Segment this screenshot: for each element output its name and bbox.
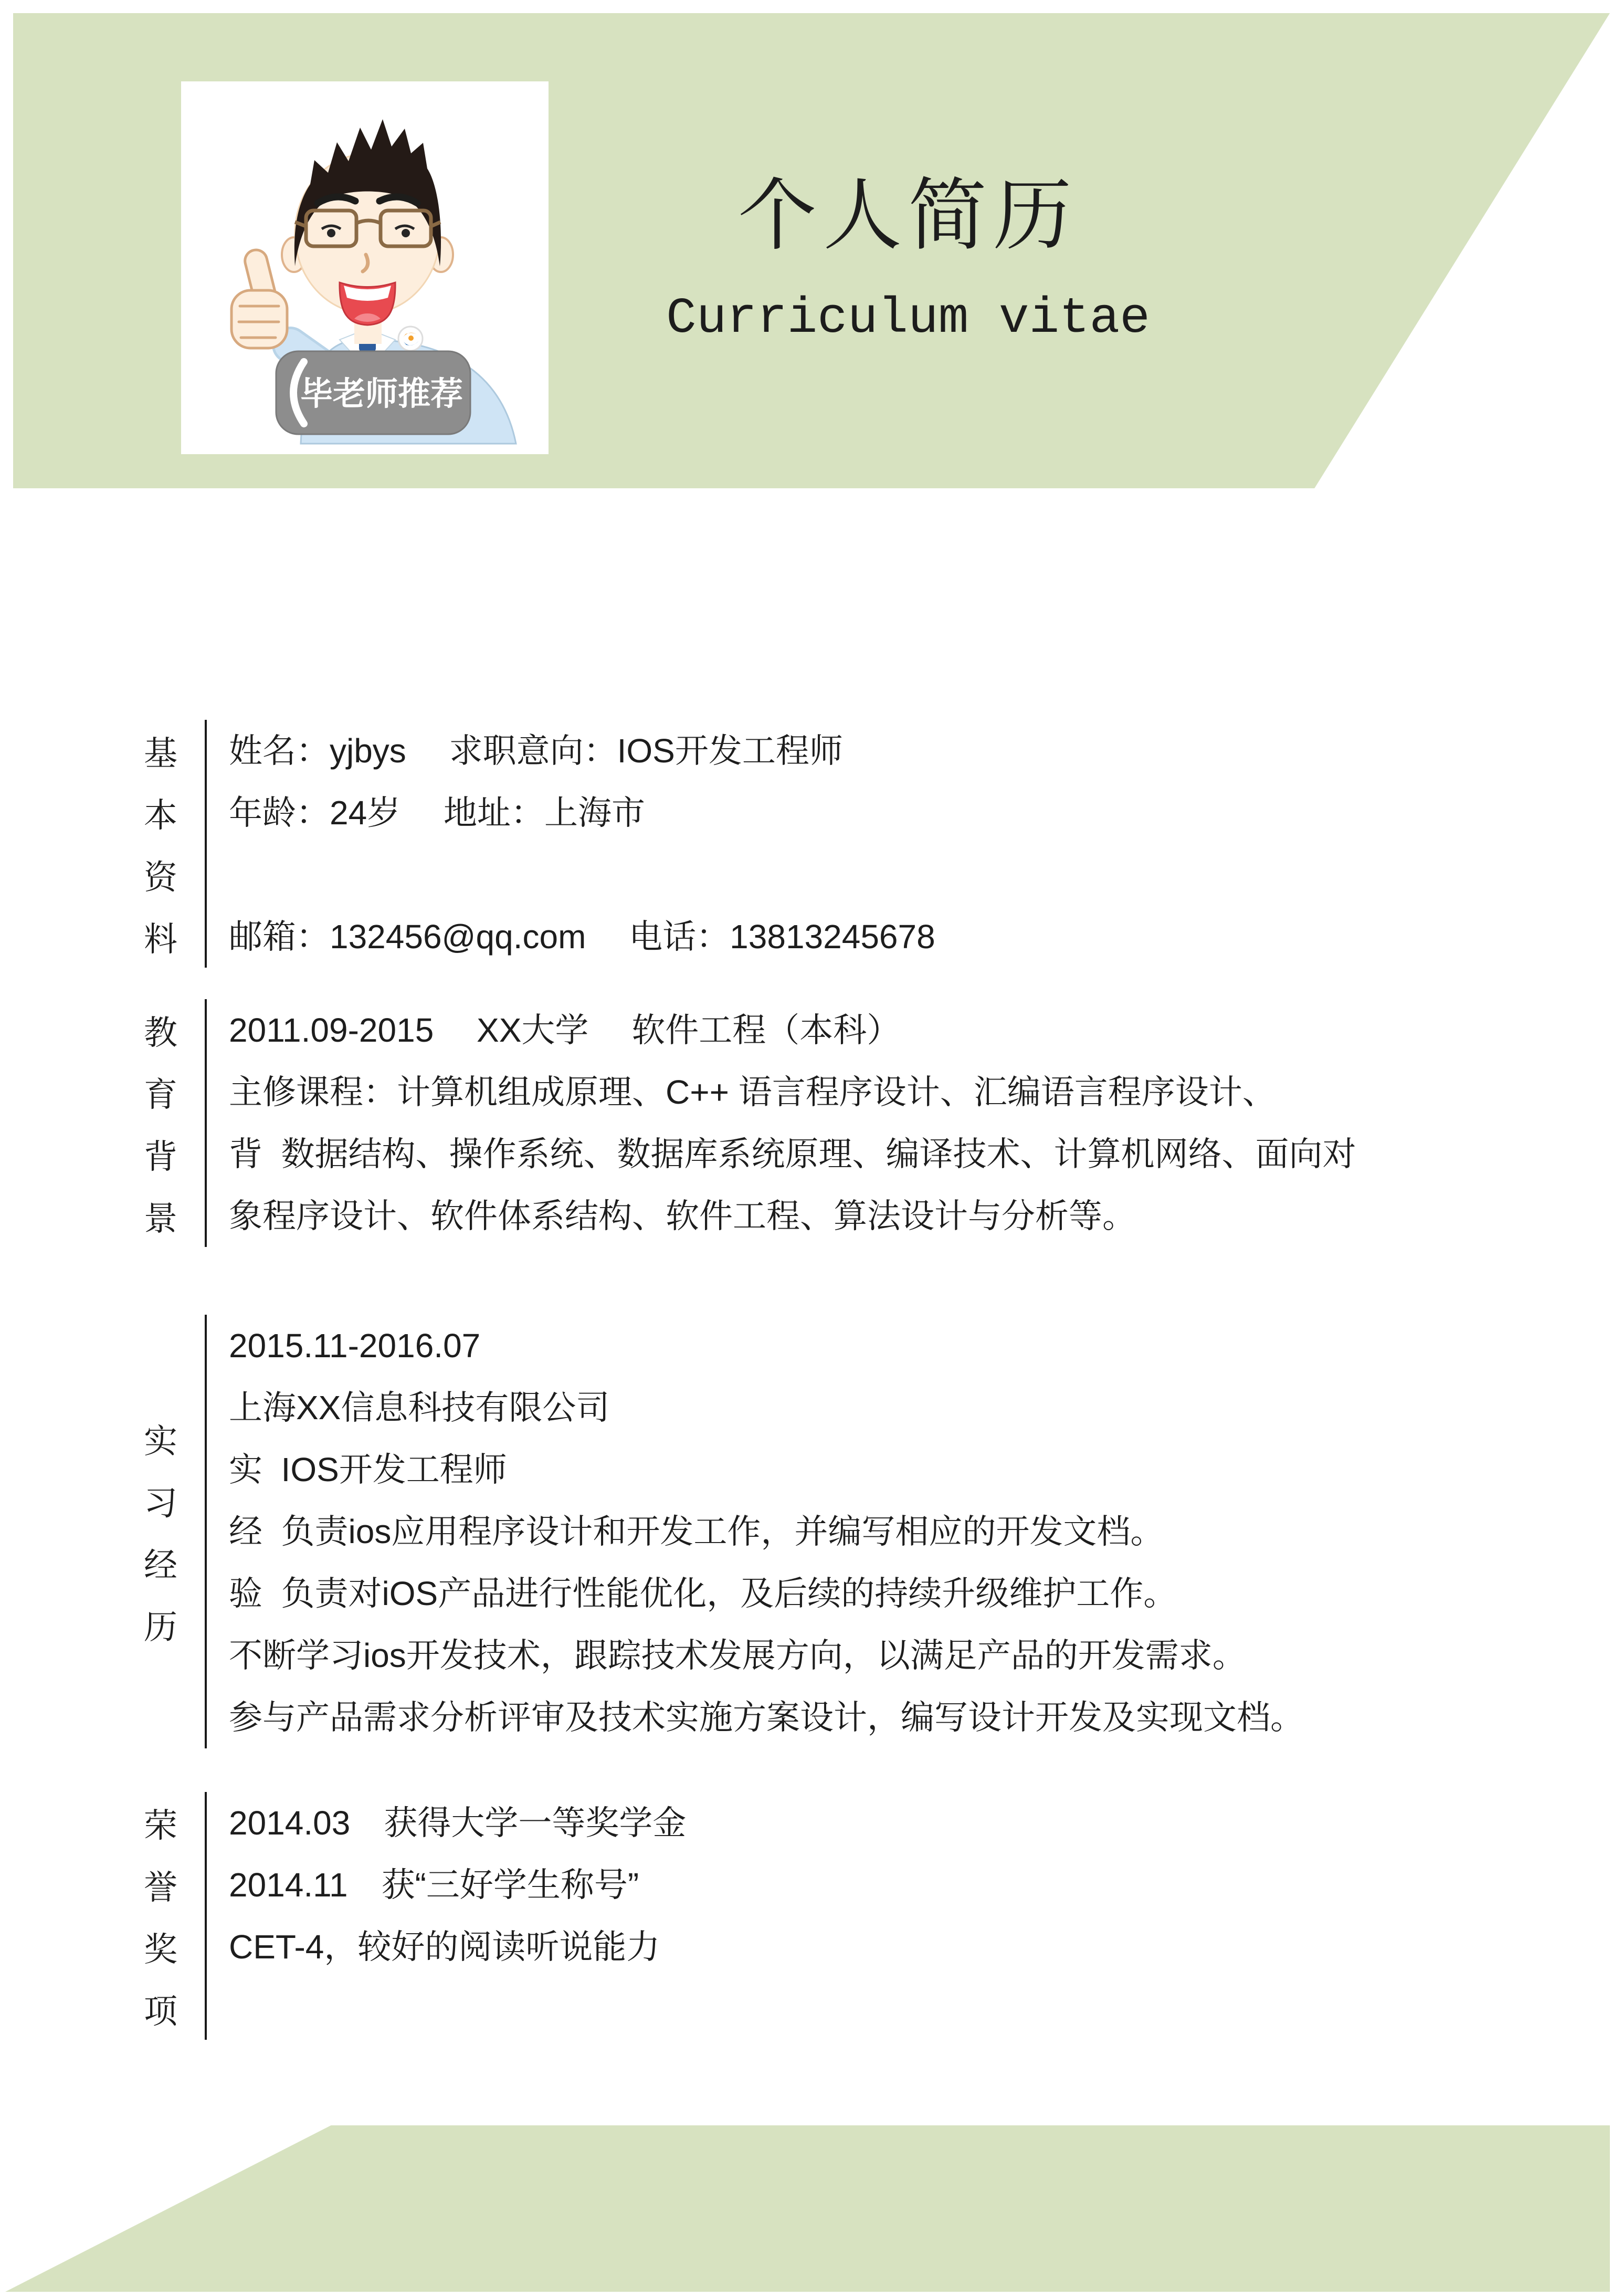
avatar-box [181, 81, 549, 454]
text-row: CET-4，较好的阅读听说能力 [229, 1928, 660, 1966]
text-row: 象程序设计、软件体系结构、软件工程、算法设计与分析等。 [229, 1197, 1136, 1235]
label-char: 项 [144, 1993, 177, 2030]
text-row: 不断学习ios开发技术，跟踪技术发展方向，以满足产品的开发需求。 [229, 1637, 1246, 1674]
label-char: 教 [144, 1014, 177, 1052]
cartoon-teacher-avatar [181, 81, 549, 454]
section-label-internship [131, 1315, 190, 1748]
label-char: 经 [144, 1546, 177, 1584]
section-content-honors [229, 1792, 1515, 2040]
text-row: 参与产品需求分析评审及技术实施方案设计，编写设计开发及实现文档。 [229, 1699, 1304, 1736]
footer-band [5, 2125, 1610, 2292]
section-content-internship [229, 1315, 1515, 1748]
section-divider [205, 1792, 207, 2040]
section-label-honors [131, 1792, 190, 2040]
plate-badge-text: 毕老师推荐 [300, 376, 463, 412]
text-row [229, 844, 1515, 906]
label-char: 荣 [144, 1807, 177, 1844]
text-row: 背 数据结构、操作系统、数据库系统原理、编译技术、计算机网络、面向对 [229, 1135, 1356, 1173]
label-char: 资 [144, 858, 177, 896]
section-education [131, 999, 1515, 1247]
label-char: 料 [144, 920, 177, 958]
label-char: 育 [144, 1076, 177, 1114]
page-subtitle: Curriculum vitae [666, 290, 1150, 347]
text-row: 实 IOS开发工程师 [229, 1451, 507, 1488]
label-char: 基 [144, 735, 177, 772]
section-divider [205, 999, 207, 1247]
section-basic-info [131, 720, 1515, 968]
section-honors [131, 1792, 1515, 2040]
text-row: 验 负责对iOS产品进行性能优化，及后续的持续升级维护工作。 [229, 1575, 1177, 1612]
text-row: 2015.11-2016.07 [229, 1327, 481, 1365]
label-char: 誉 [144, 1869, 177, 1906]
section-divider [205, 720, 207, 968]
text-row: 姓名：yjbys 求职意向：IOS开发工程师 [229, 732, 843, 770]
label-char: 习 [144, 1484, 177, 1522]
chest-logo-icon [398, 327, 423, 351]
label-char: 历 [144, 1608, 177, 1646]
label-char: 本 [144, 796, 177, 834]
section-content-education [229, 999, 1515, 1247]
section-label-basic [131, 720, 190, 968]
text-row: 上海XX信息科技有限公司 [229, 1389, 610, 1427]
text-row: 2014.11 获“三好学生称号” [229, 1866, 639, 1904]
text-row: 年龄：24岁 地址：上海市 [229, 794, 645, 832]
text-row: 2014.03 获得大学一等奖学金 [229, 1804, 687, 1842]
recommendation-plate [276, 351, 470, 434]
label-char: 实 [144, 1422, 177, 1460]
label-char: 奖 [144, 1931, 177, 1968]
page-title: 个人简历 [737, 171, 1078, 259]
label-char: 背 [144, 1138, 177, 1176]
text-row: 主修课程：计算机组成原理、C++ 语言程序设计、汇编语言程序设计、 [229, 1073, 1276, 1111]
text-row: 邮箱：132456@qq.com 电话：13813245678 [229, 918, 935, 956]
section-internship [131, 1315, 1515, 1748]
label-char: 景 [144, 1200, 177, 1238]
section-divider [205, 1315, 207, 1748]
section-label-education [131, 999, 190, 1247]
section-content-basic [229, 720, 1515, 968]
text-row: 2011.09-2015 XX大学 软件工程（本科） [229, 1011, 901, 1049]
header-titles [646, 173, 1171, 348]
text-row: 经 负责ios应用程序设计和开发工作，并编写相应的开发文档。 [229, 1513, 1164, 1550]
